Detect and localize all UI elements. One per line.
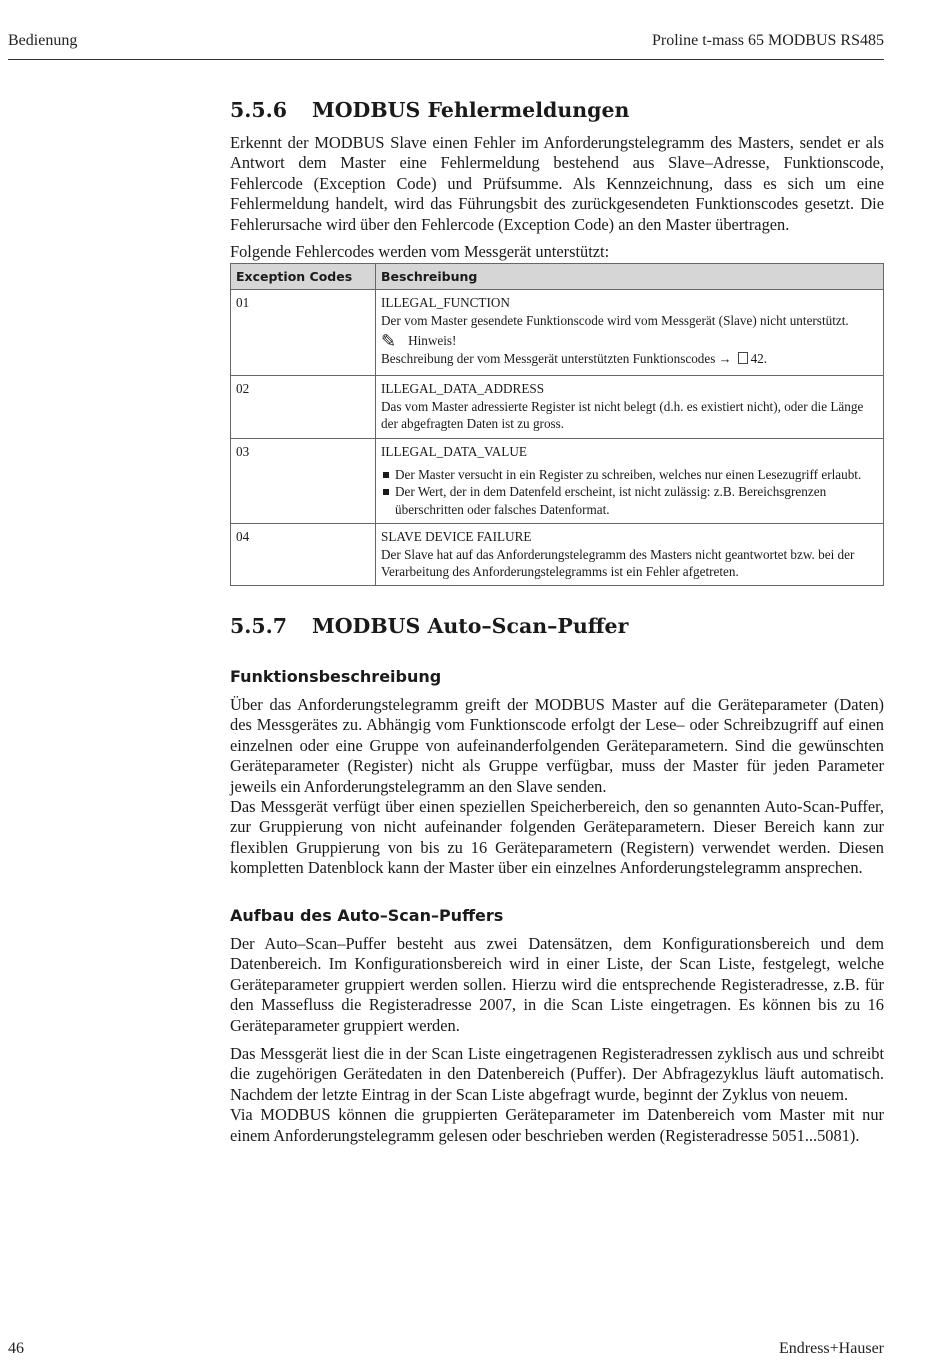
section-556-paragraph-1: Erkennt der MODBUS Slave einen Fehler im Anforderungstelegramm des Masters, sendet er als Antwort dem Master eine Fehlermeldung bestehend aus Slave–Adresse, Funktionscode, Fehlercode (Exception Code) und Prüfsumme. Als Kennzeichnung, dass es sich um eine Fehlermeldung handelt, wird das Führungsbit des zurückgesendeten Funktionscodes gesetzt. Die Fehlerursache wird über den Fehlercode (Exception Code) an den Master übertragen. bbox=[230, 133, 884, 234]
section-557-title: MODBUS Auto–Scan–Puffer bbox=[312, 614, 629, 638]
exception-code: 02 bbox=[231, 376, 376, 438]
note-block bbox=[381, 332, 878, 349]
exception-description bbox=[376, 290, 884, 376]
exception-text: Der Slave hat auf das Anforderungstelegramm des Masters nicht geantwortet bzw. bei der Verarbeitung des Anforderungstelegramms ist ein Fehler afgetreten. bbox=[381, 546, 855, 580]
header-section-label: Bedienung bbox=[8, 32, 78, 49]
section-557-paragraph-3: Der Auto–Scan–Puffer besteht aus zwei Datensätzen, dem Konfigurationsbereich und dem Datenbereich. Im Konfigurationsbereich wird in einer Liste, der Scan Liste, festgelegt, welche Geräteparameter gruppiert werden sollen. Hierzu wird die entsprechende Registeradresse, z.B. für den Massefluss die Registeradresse 2007, in die Scan Liste eingetragen. Es können bis zu 16 Geräteparameter gruppiert werden. bbox=[230, 934, 884, 1035]
page-reference-icon bbox=[738, 352, 748, 364]
subheading-1: Funktionsbeschreibung bbox=[230, 667, 442, 686]
section-557-paragraph-5: Via MODBUS können die gruppierten Geräteparameter im Datenbereich vom Master mit nur einem Anforderungstelegramm gelesen oder beschrieben werden (Registeradresse 5051...5081). bbox=[230, 1105, 884, 1145]
list-item: Der Wert, der in dem Datenfeld erscheint, ist nicht zulässig: z.B. Bereichsgrenzen überschritten oder falsches Datenformat. bbox=[381, 483, 878, 518]
section-556-title: MODBUS Fehlermeldungen bbox=[312, 98, 630, 122]
arrow-right-icon: → bbox=[718, 350, 732, 366]
exception-code: 01 bbox=[231, 290, 376, 376]
header-product-title: Proline t-mass 65 MODBUS RS485 bbox=[651, 32, 884, 49]
pencil-note-icon: ✎ bbox=[381, 330, 397, 351]
exception-description bbox=[376, 438, 884, 524]
header-divider bbox=[8, 59, 884, 60]
subheading-buffer-structure bbox=[230, 906, 884, 925]
footer-brand: Endress+Hauser bbox=[779, 1340, 884, 1357]
exception-code: 03 bbox=[231, 438, 376, 524]
note-text-line bbox=[381, 350, 878, 367]
section-556-number: 5.5.6 bbox=[230, 98, 288, 122]
table-header-description: Beschreibung bbox=[376, 264, 884, 290]
exception-name: ILLEGAL_FUNCTION bbox=[381, 295, 510, 311]
section-557-heading bbox=[230, 614, 884, 638]
section-556-intro bbox=[230, 133, 884, 235]
section-557-paragraph-1: Über das Anforderungstelegramm greift der MODBUS Master auf die Geräteparameter (Daten) des Messgerätes zu. Abhängig vom Funktionscode erfolgt der Lese– oder Schreibzugriff auf einen einzelnen oder eine Gruppe von aufeinanderfolgenden Geräteparametern. Sind die gewünschten Geräteparameter (Register) nicht als Gruppe verfügbar, muss der Master für jeden Parameter jeweils ein Anforderungstelegramm an den Slave senden. bbox=[230, 695, 884, 796]
section-556-table-intro bbox=[230, 242, 884, 262]
exception-codes-table bbox=[230, 263, 884, 586]
page-number: 46 bbox=[8, 1340, 24, 1357]
section-557-paragraph-4: Das Messgerät liest die in der Scan Liste eingetragenen Registeradressen zyklisch aus und schreibt die zugehörigen Gerätedaten in den Datenbereich (Puffer). Der Abfragezyklus läuft automatisch. Nachdem der letzte Eintrag in der Scan Liste abgefragt wurde, beginnt der Zyklus von neuem. bbox=[230, 1044, 884, 1104]
section-557-title-line bbox=[230, 614, 884, 638]
exception-description bbox=[376, 376, 884, 438]
table-header-code: Exception Codes bbox=[231, 264, 376, 290]
note-label: Hinweis! bbox=[408, 333, 457, 349]
table-row bbox=[231, 376, 884, 438]
section-556-paragraph-2: Folgende Fehlercodes werden vom Messgerät unterstützt: bbox=[230, 242, 610, 261]
exception-text: Das vom Master adressierte Register ist nicht belegt (d.h. es existiert nicht), oder die Länge der abgefragten Daten ist zu gross. bbox=[381, 398, 864, 432]
table-row bbox=[231, 438, 884, 524]
exception-description bbox=[376, 524, 884, 586]
exception-name: ILLEGAL_DATA_VALUE bbox=[381, 443, 527, 459]
exception-name: ILLEGAL_DATA_ADDRESS bbox=[381, 381, 545, 397]
note-text: Beschreibung der vom Messgerät unterstützten Funktionscodes bbox=[381, 350, 716, 366]
exception-text: Der vom Master gesendete Funktionscode wird vom Messgerät (Slave) nicht unterstützt. bbox=[381, 312, 849, 328]
section-557-paragraph-2: Das Messgerät verfügt über einen speziellen Speicherbereich, den so genannten Auto-Scan-Puffer, zur Gruppierung von nicht aufeinander folgenden Geräteparametern. Dieser Bereich kann zur flexiblen Gruppierung von bis zu 16 Geräteparametern (Registern) verwendet werden. Diesen kompletten Datenblock kann der Master über ein einzelnes Anforderungstelegramm ansprechen. bbox=[230, 797, 884, 878]
section-556-heading bbox=[230, 98, 884, 122]
list-item: Der Master versucht in ein Register zu schreiben, welches nur einen Lesezugriff erlaubt. bbox=[381, 466, 878, 483]
table-row bbox=[231, 524, 884, 586]
section-556-title-line bbox=[230, 98, 884, 122]
exception-code: 04 bbox=[231, 524, 376, 586]
exception-bullet-list bbox=[381, 466, 878, 518]
table-row bbox=[231, 290, 884, 376]
section-557-body-1 bbox=[230, 695, 884, 879]
subheading-2: Aufbau des Auto–Scan–Puffers bbox=[230, 906, 504, 925]
table-header-row bbox=[231, 264, 884, 290]
section-557-body-3 bbox=[230, 1044, 884, 1146]
subheading-functional-description bbox=[230, 667, 884, 686]
section-557-number: 5.5.7 bbox=[230, 614, 288, 638]
section-557-body-2 bbox=[230, 934, 884, 1036]
exception-name: SLAVE DEVICE FAILURE bbox=[381, 529, 532, 545]
note-page-ref[interactable]: 42. bbox=[750, 350, 768, 366]
